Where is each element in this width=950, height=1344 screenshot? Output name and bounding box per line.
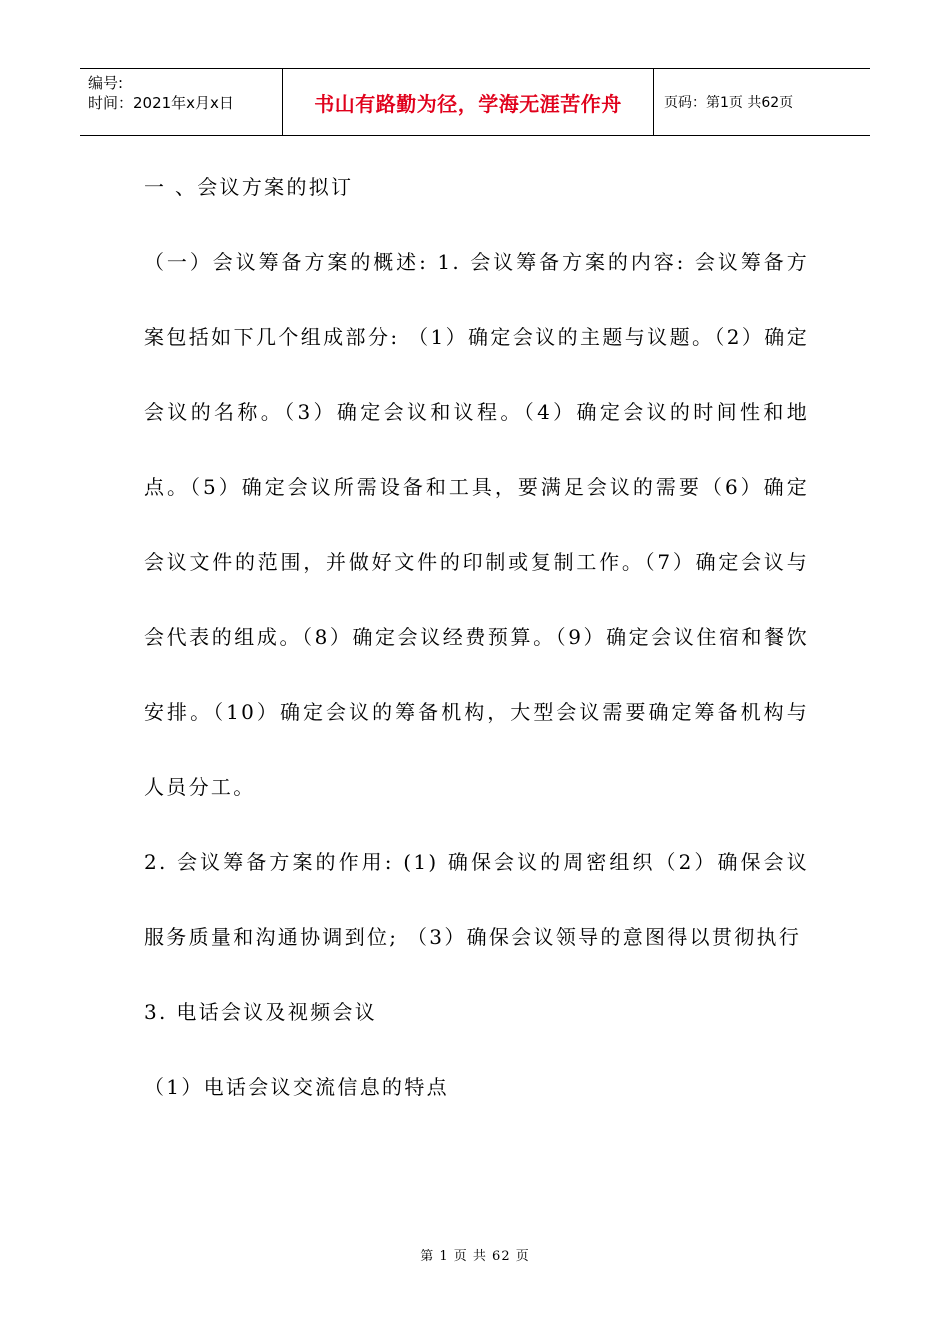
page-info: 页码：第1页 共62页 — [664, 95, 794, 111]
document-header — [80, 68, 870, 136]
paragraph-purpose: 2. 会议筹备方案的作用: (1) 确保会议的周密组织（2）确保会议服务质量和沟通协调到位; （3）确保会议领导的意图得以贯彻执行 — [144, 850, 809, 949]
page-footer: 第 1 页 共 62 页 — [420, 1249, 530, 1264]
paragraph-overview: （一）会议筹备方案的概述: 1. 会议筹备方案的内容: 会议筹备方案包括如下几个组成部分: （1）确定会议的主题与议题。（2）确定会议的名称。（3）确定会议和议程。（4）确定会议的时间性和地点。（5）确定会议所需设备和工具，要满足会议的需要（6）确定会议文件的范围，并做好文件的印制或复制工作。（7）确定会议与会代表的组成。（8）确定会议经费预算。（9）确定会议住宿和餐饮安排。（10）确定会议的筹备机构，大型会议需要确定筹备机构与人员分工。 — [144, 250, 809, 799]
document-body — [144, 150, 809, 1125]
paragraph-phone-video: 3. 电话会议及视频会议 — [144, 1000, 378, 1024]
motto: 书山有路勤为径，学海无涯苦作舟 — [282, 69, 654, 135]
paragraph-phone-features: （1）电话会议交流信息的特点 — [144, 1075, 449, 1099]
section-title: 一 、会议方案的拟订 — [144, 175, 354, 199]
number-label: 编号: — [88, 74, 124, 92]
header-meta — [80, 69, 282, 135]
time-label: 时间：2021年x月x日 — [88, 94, 234, 112]
